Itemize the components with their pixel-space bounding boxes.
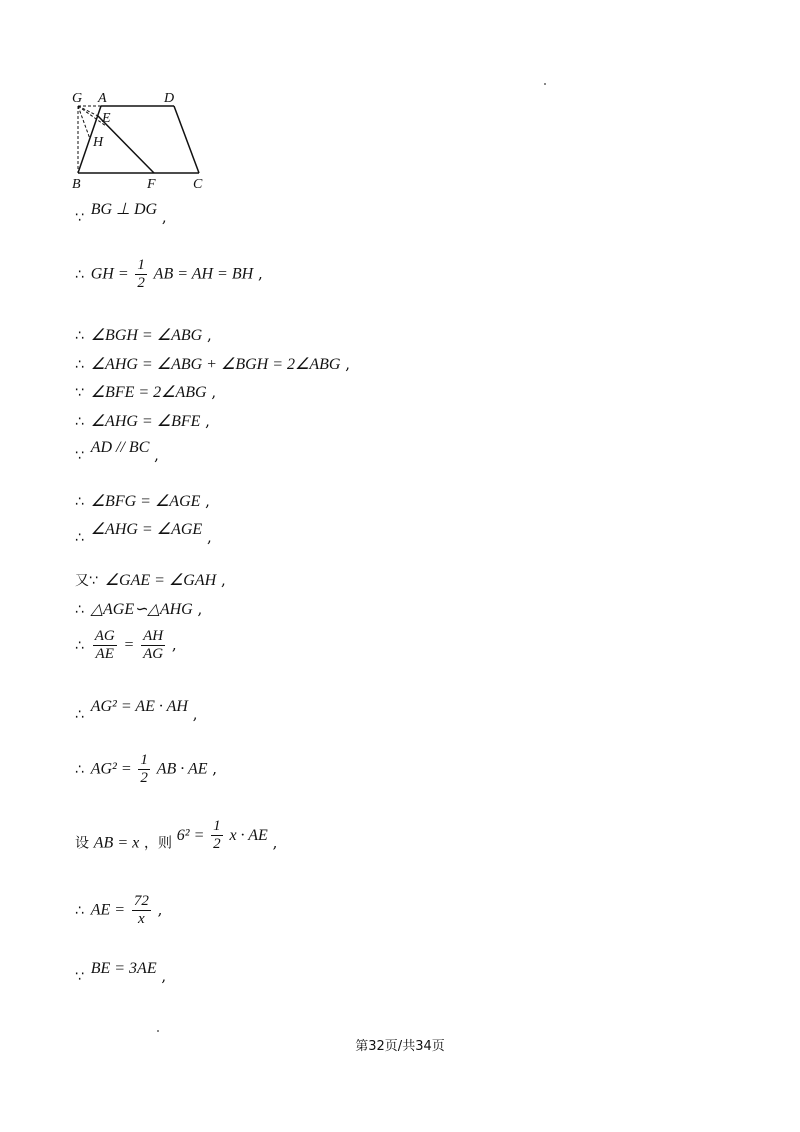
punctuation: , (206, 528, 212, 546)
math-expression: ∠BGH = ∠ABG (90, 327, 203, 344)
punctuation: , (192, 705, 198, 723)
proof-line-16 (75, 893, 162, 928)
fraction-numerator: 1 (137, 257, 145, 273)
proof-line-14 (75, 752, 217, 787)
because-symbol: ∵ (75, 210, 84, 226)
math-expression: ∠BFG = ∠AGE (90, 493, 201, 510)
punctuation: , (161, 208, 167, 226)
proof-line-13 (75, 698, 198, 724)
therefore-symbol: ∴ (75, 328, 84, 344)
math-expression: BE = 3AE (90, 960, 157, 977)
math-expression: ∠GAE = ∠GAH (104, 572, 217, 589)
label-g: G (72, 91, 83, 106)
label-a: A (98, 91, 107, 106)
fraction (211, 818, 223, 853)
punctuation: , (211, 383, 217, 401)
proof-line-7 (75, 439, 159, 465)
punctuation: , (212, 759, 218, 778)
fraction (135, 257, 147, 292)
math-expression: BG ⊥ DG (90, 201, 158, 218)
math-expression: △AGE∽△AHG (90, 601, 193, 618)
math-expression: AG² = AE · AH (90, 698, 188, 715)
because-symbol: ∵ (75, 385, 84, 401)
label-f: F (147, 177, 156, 192)
punctuation: , (272, 833, 278, 852)
punctuation: , (154, 446, 159, 464)
therefore-symbol: ∴ (75, 266, 84, 283)
therefore-symbol: ∴ (75, 414, 84, 430)
label-e: E (102, 111, 111, 126)
punctuation: , (161, 967, 167, 985)
label-b: B (72, 177, 81, 192)
therefore-symbol: ∴ (75, 902, 84, 919)
dashed-ge (78, 106, 98, 116)
punctuation: , (345, 355, 350, 373)
because-symbol: ∵ (75, 969, 84, 985)
proof-line-6 (75, 411, 210, 431)
math-expression: ∠BFE = 2∠ABG (90, 384, 207, 401)
fraction-numerator: AG (94, 628, 115, 644)
punctuation: , (205, 492, 210, 510)
proof-line-5 (75, 382, 216, 402)
math-expression: x · AE (229, 826, 268, 844)
math-expression: AD // BC (90, 439, 150, 456)
proof-line-17 (75, 960, 167, 986)
math-expression: AB = x (93, 834, 140, 852)
punctuation: , (171, 635, 177, 654)
proof-line-9 (75, 521, 212, 547)
fraction-denominator: 2 (137, 275, 145, 291)
math-expression: AB · AE (156, 760, 208, 778)
punctuation: , (197, 600, 203, 618)
fraction-numerator: AH (143, 628, 164, 644)
fraction (138, 752, 150, 787)
proof-line-12 (75, 628, 177, 663)
punctuation: , (206, 326, 212, 344)
fraction-numerator: 72 (133, 893, 149, 909)
chinese-connector: ，则 (144, 835, 173, 852)
fraction (93, 628, 117, 663)
therefore-symbol: ∴ (75, 602, 84, 618)
punctuation: , (157, 900, 163, 919)
because-symbol: ∵ (75, 448, 84, 464)
proof-line-1 (75, 201, 167, 227)
therefore-symbol: ∴ (75, 357, 84, 373)
proof-line-15 (75, 818, 278, 861)
punctuation: , (205, 412, 210, 430)
math-expression: AE = (90, 901, 126, 919)
fraction-numerator: 1 (213, 818, 221, 834)
geometry-figure (66, 88, 216, 193)
because-symbol: ∵ (89, 573, 98, 589)
therefore-symbol: ∴ (75, 761, 84, 778)
fraction-denominator: x (137, 911, 145, 927)
math-expression: 6² = (176, 826, 205, 844)
fraction-denominator: AE (95, 646, 114, 662)
punctuation: , (257, 264, 263, 283)
proof-line-8 (75, 491, 210, 511)
scan-speck (544, 83, 546, 85)
chinese-prefix: 设 (75, 835, 89, 852)
fraction-denominator: 2 (140, 770, 148, 786)
math-expression: AG² = (90, 760, 132, 778)
fraction-numerator: 1 (140, 752, 148, 768)
label-d: D (164, 91, 175, 106)
math-expression: ∠AHG = ∠BFE (90, 413, 201, 430)
proof-line-4 (75, 354, 350, 374)
page-footer: 第32页/共34页 (355, 1039, 445, 1054)
fraction (132, 893, 151, 928)
proof-line-2 (75, 257, 263, 292)
label-c: C (193, 177, 203, 192)
equals-sign: = (123, 636, 135, 654)
fraction-denominator: AG (143, 646, 164, 662)
therefore-symbol: ∴ (75, 637, 84, 654)
math-expression: GH = (90, 265, 129, 283)
math-expression: ∠AHG = ∠ABG + ∠BGH = 2∠ABG (90, 356, 341, 373)
label-h: H (93, 135, 104, 150)
proof-line-3 (75, 325, 212, 345)
proof-line-11 (75, 599, 202, 619)
math-expression: AB = AH = BH (153, 265, 254, 283)
fraction-denominator: 2 (213, 836, 221, 852)
therefore-symbol: ∴ (75, 494, 84, 510)
chinese-prefix: 又 (75, 573, 89, 589)
punctuation: , (220, 571, 226, 589)
therefore-symbol: ∴ (75, 707, 84, 723)
fraction (141, 628, 165, 663)
therefore-symbol: ∴ (75, 530, 84, 546)
scan-speck (157, 1030, 159, 1032)
segment-dc (174, 106, 199, 173)
math-expression: ∠AHG = ∠AGE (90, 521, 203, 538)
proof-line-10 (75, 570, 226, 590)
